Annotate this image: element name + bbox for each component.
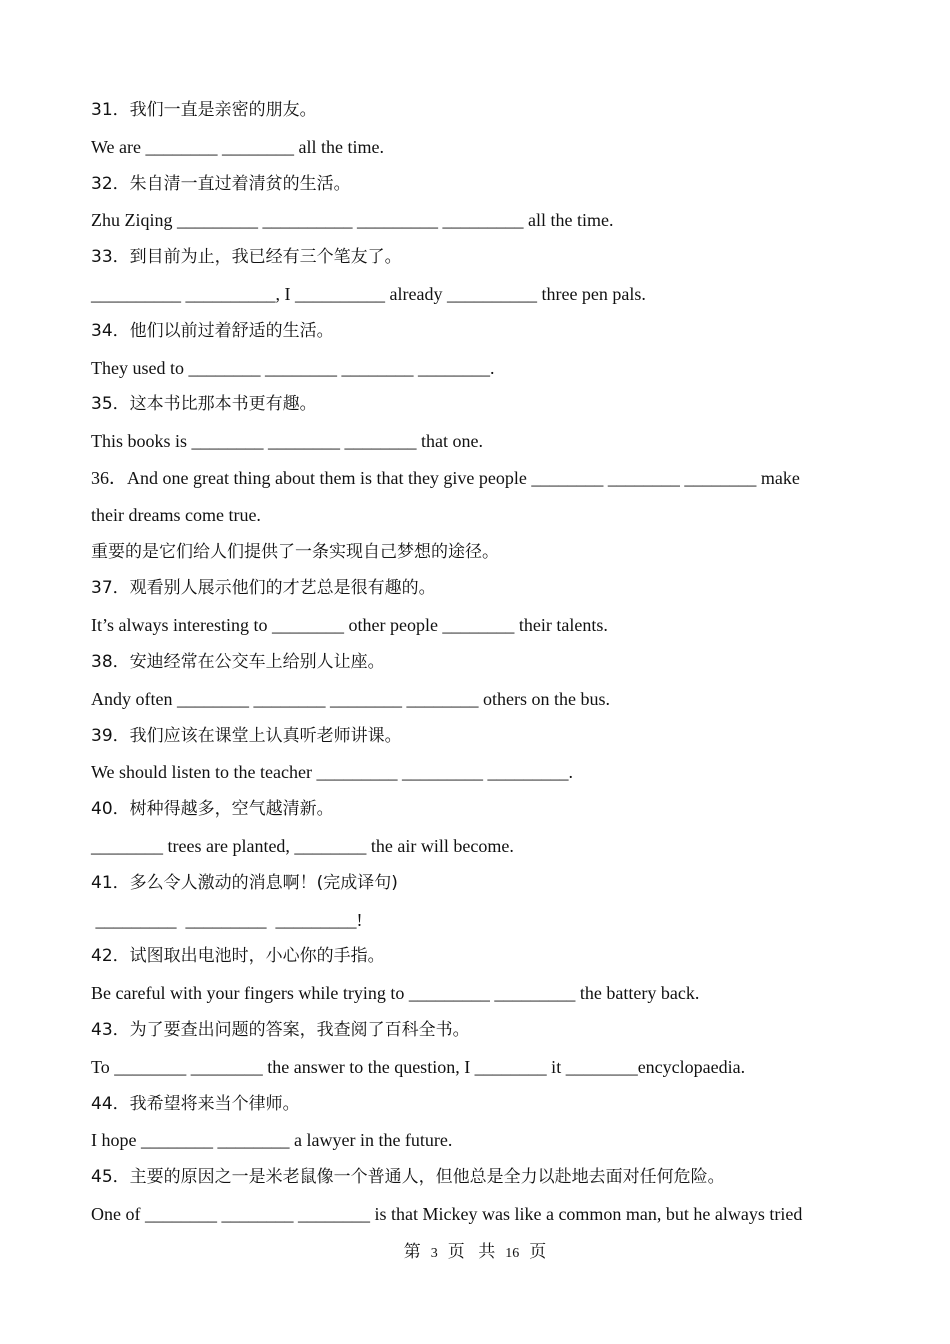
- q33-english: __________ __________, I __________ already __________ three pen pals.: [91, 283, 646, 304]
- q44-english: I hope ________ ________ a lawyer in the future.: [91, 1130, 453, 1151]
- footer-word-ye: 页: [447, 1242, 465, 1262]
- footer-total-pages: 16: [505, 1246, 520, 1261]
- q39-chinese: 39．我们应该在课堂上认真听老师讲课。: [91, 725, 402, 746]
- q35-english: This books is ________ ________ ________ that one.: [91, 431, 483, 452]
- q45-english: One of ________ ________ ________ is that Mickey was like a common man, but he always tried: [91, 1203, 803, 1224]
- q43-english: To ________ ________ the answer to the question, I ________ it ________encyclopaedia.: [91, 1056, 746, 1077]
- footer-page-number: 3: [430, 1246, 438, 1261]
- q40-chinese: 40．树种得越多，空气越清新。: [91, 799, 334, 820]
- q34-chinese: 34．他们以前过着舒适的生活。: [91, 320, 334, 341]
- q31-chinese: 31．我们一直是亲密的朋友。: [91, 100, 317, 120]
- q41-chinese: 41．多么令人激动的消息啊！(完成译句): [91, 872, 398, 893]
- q32-chinese: 32．朱自清一直过着清贫的生活。: [91, 173, 351, 194]
- q45-chinese: 45．主要的原因之一是米老鼠像一个普通人，但他总是全力以赴地去面对任何危险。: [91, 1167, 725, 1188]
- q43-chinese: 43．为了要查出问题的答案，我查阅了百科全书。: [91, 1019, 470, 1040]
- q36-english-line-2: their dreams come true.: [91, 504, 261, 525]
- q36-english-line-1: 36．And one great thing about them is that they give people ________ ________ ________ make: [91, 467, 800, 488]
- footer-word-gong: 共: [478, 1242, 496, 1262]
- q44-chinese: 44．我希望将来当个律师。: [91, 1093, 300, 1114]
- q34-english: They used to ________ ________ ________ ________.: [91, 357, 495, 378]
- q42-english: Be careful with your fingers while trying to _________ _________ the battery back.: [91, 983, 700, 1004]
- q38-english: Andy often ________ ________ ________ ________ others on the bus.: [91, 688, 610, 709]
- q31-english: We are ________ ________ all the time.: [91, 136, 384, 157]
- q35-chinese: 35．这本书比那本书更有趣。: [91, 394, 317, 415]
- q38-chinese: 38．安迪经常在公交车上给别人让座。: [91, 651, 385, 672]
- footer-word-ye-2: 页: [529, 1242, 547, 1262]
- q37-english: It’s always interesting to ________ other people ________ their talents.: [91, 615, 608, 636]
- q41-english: _________ _________ _________!: [91, 909, 363, 930]
- page-footer: [0, 1238, 950, 1268]
- q39-english: We should listen to the teacher _________ _________ _________.: [91, 762, 573, 783]
- q42-chinese: 42．试图取出电池时，小心你的手指。: [91, 946, 385, 967]
- footer-word-di: 第: [403, 1242, 421, 1262]
- q37-chinese: 37．观看别人展示他们的才艺总是很有趣的。: [91, 578, 436, 599]
- q33-chinese: 33．到目前为止，我已经有三个笔友了。: [91, 247, 402, 268]
- exercise-page: [91, 92, 871, 1233]
- q40-english: ________ trees are planted, ________ the air will become.: [91, 835, 514, 856]
- q32-english: Zhu Ziqing _________ __________ _________ _________ all the time.: [91, 210, 614, 231]
- q36-chinese: 重要的是它们给人们提供了一条实现自己梦想的途径。: [91, 541, 499, 562]
